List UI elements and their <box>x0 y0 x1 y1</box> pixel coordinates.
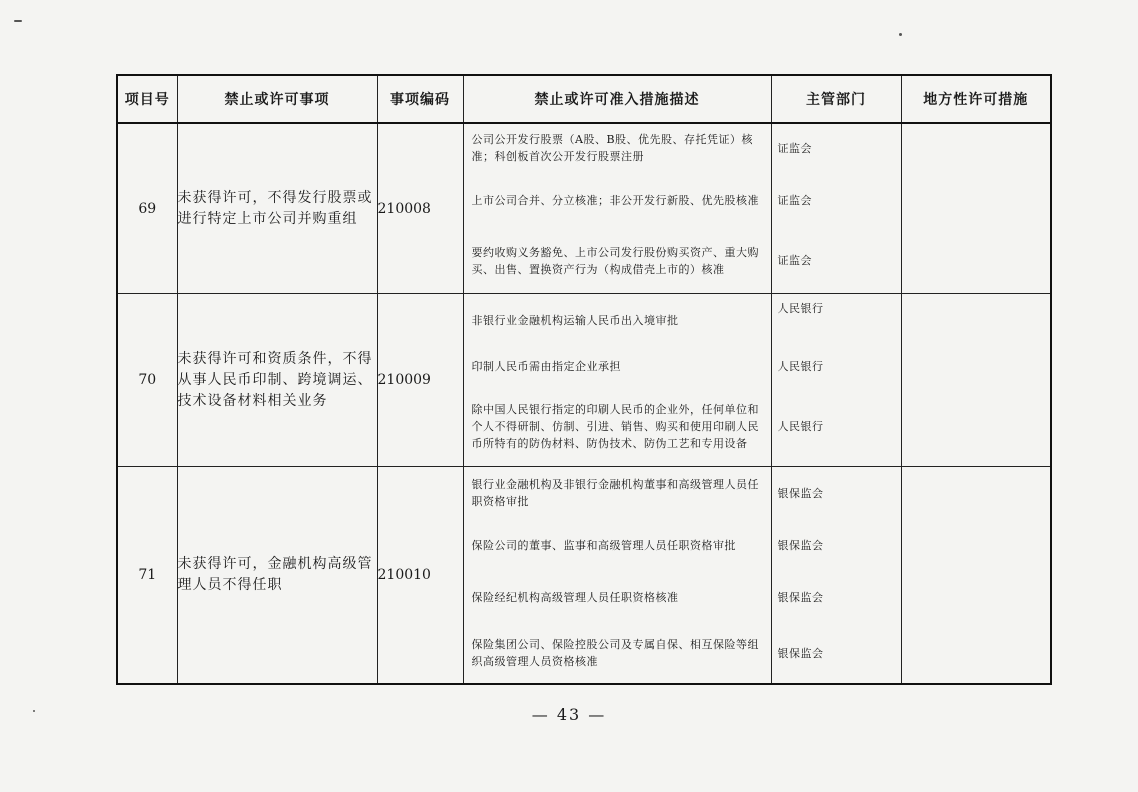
measure-department: 银保监会 <box>777 486 824 500</box>
row-departments <box>771 123 901 294</box>
row-code: 210008 <box>377 123 463 294</box>
measure-description: 印制人民币需由指定企业承担 <box>471 359 621 373</box>
row-item: 未获得许可，金融机构高级管理人员不得任职 <box>177 467 377 685</box>
page-number: — 43 — <box>531 705 607 724</box>
row-code: 210010 <box>377 467 463 685</box>
measure-department: 银保监会 <box>777 590 824 604</box>
measure-description: 保险经纪机构高级管理人员任职资格核准 <box>471 590 679 604</box>
header-department: 主管部门 <box>771 75 901 123</box>
table-row <box>117 123 1051 294</box>
license-table <box>116 74 1052 685</box>
header-code: 事项编码 <box>377 75 463 123</box>
row-descriptions <box>463 294 771 467</box>
measure-description: 银行业金融机构及非银行金融机构董事和高级管理人员任职资格审批 <box>471 478 759 508</box>
measure-description: 上市公司合并、分立核准；非公开发行新股、优先股核准 <box>471 193 759 207</box>
measure-description: 要约收购义务豁免、上市公司发行股份购买资产、重大购买、出售、置换资产行为（构成借壳上市的）核准 <box>471 245 759 276</box>
measure-department: 人民银行 <box>777 302 824 315</box>
scan-speck <box>14 20 22 22</box>
row-item: 未获得许可，不得发行股票或进行特定上市公司并购重组 <box>177 123 377 294</box>
row-descriptions <box>463 467 771 685</box>
header-description: 禁止或许可准入措施描述 <box>463 75 771 123</box>
row-local-measures <box>901 467 1051 685</box>
row-departments <box>771 467 901 685</box>
measure-description: 保险公司的董事、监事和高级管理人员任职资格审批 <box>471 538 736 552</box>
measure-description: 非银行业金融机构运输人民币出入境审批 <box>471 313 679 327</box>
measure-department: 银保监会 <box>777 538 824 552</box>
measure-department: 证监会 <box>777 141 812 155</box>
table-row <box>117 467 1051 685</box>
measure-department: 证监会 <box>777 254 812 267</box>
measure-description: 保险集团公司、保险控股公司及专属自保、相互保险等组织高级管理人员资格核准 <box>471 638 759 668</box>
row-local-measures <box>901 294 1051 467</box>
row-number: 70 <box>117 294 177 467</box>
header-row <box>117 75 1051 123</box>
header-project-number: 项目号 <box>117 75 177 123</box>
row-local-measures <box>901 123 1051 294</box>
table-row <box>117 294 1051 467</box>
row-code: 210009 <box>377 294 463 467</box>
measure-department: 证监会 <box>777 193 812 207</box>
row-item: 未获得许可和资质条件，不得从事人民币印制、跨境调运、技术设备材料相关业务 <box>177 294 377 467</box>
header-local-measures: 地方性许可措施 <box>901 75 1051 123</box>
row-number: 69 <box>117 123 177 294</box>
header-item: 禁止或许可事项 <box>177 75 377 123</box>
measure-department: 银保监会 <box>777 646 824 660</box>
scan-speck <box>899 33 902 36</box>
row-number: 71 <box>117 467 177 685</box>
measure-description: 除中国人民银行指定的印刷人民币的企业外，任何单位和个人不得研制、仿制、引进、销售、购买和使用印刷人民币所特有的防伪材料、防伪技术、防伪工艺和专用设备 <box>471 402 759 450</box>
row-descriptions <box>463 123 771 294</box>
row-departments <box>771 294 901 467</box>
measure-department: 人民银行 <box>777 359 824 373</box>
measure-department: 人民银行 <box>777 419 824 433</box>
measure-description: 公司公开发行股票（A股、B股、优先股、存托凭证）核准；科创板首次公开发行股票注册 <box>471 133 754 163</box>
